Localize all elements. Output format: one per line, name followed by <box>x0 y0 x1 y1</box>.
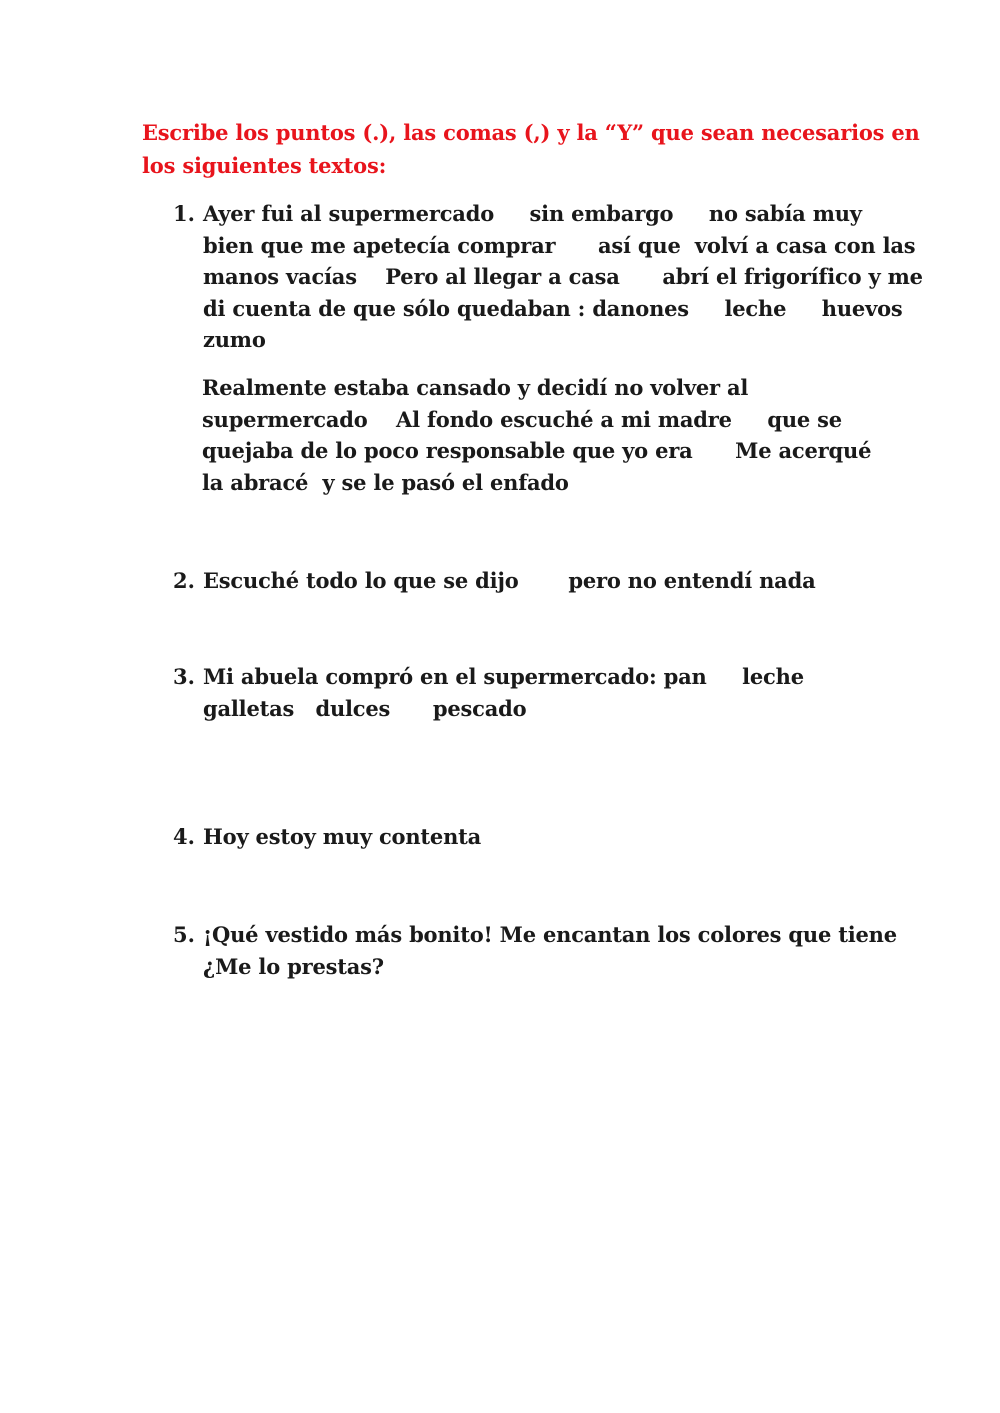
text-line: quejaba de lo poco responsable que yo era Me acerqué <box>202 438 872 464</box>
text-line: galletas dulces pescado <box>203 695 527 721</box>
item-number: 4. <box>173 824 195 849</box>
text-line: ¿Me lo prestas? <box>203 953 384 979</box>
text-line: manos vacías Pero al llegar a casa abrí el frigorífico y me <box>203 264 923 290</box>
text-line: la abracé y se le pasó el enfado <box>202 469 569 495</box>
text-line: Escuché todo lo que se dijo pero no entendí nada <box>203 568 816 593</box>
item-text <box>203 821 903 853</box>
item-number: 3. <box>173 664 195 689</box>
item-text <box>203 565 903 597</box>
item-number: 2. <box>173 568 195 593</box>
text-line: Hoy estoy muy contenta <box>203 824 482 849</box>
text-line: Ayer fui al supermercado sin embargo no sabía muy <box>203 201 862 226</box>
instructions-line-1: Escribe los puntos (.), las comas (,) y la “Y” que sean necesarios en <box>142 120 920 145</box>
instructions-heading <box>142 116 920 182</box>
text-line: ¡Qué vestido más bonito! Me encantan los colores que tiene <box>203 922 897 947</box>
text-line: zumo <box>203 327 266 353</box>
item-number: 5. <box>173 922 195 947</box>
text-line: Realmente estaba cansado y decidí no volver al <box>202 375 749 400</box>
text-line: bien que me apetecía comprar así que volví a casa con las <box>203 232 916 258</box>
item-text <box>203 198 923 356</box>
text-line: di cuenta de que sólo quedaban : danones leche huevos <box>203 295 903 321</box>
item-text <box>203 919 903 982</box>
text-line: Mi abuela compró en el supermercado: pan leche <box>203 664 804 689</box>
item-text <box>203 661 903 724</box>
exercise-item-1-paragraph-2 <box>202 372 902 498</box>
text-line: supermercado Al fondo escuché a mi madre que se <box>202 406 842 432</box>
instructions-line-2: los siguientes textos: <box>142 153 387 178</box>
item-number: 1. <box>173 201 195 226</box>
